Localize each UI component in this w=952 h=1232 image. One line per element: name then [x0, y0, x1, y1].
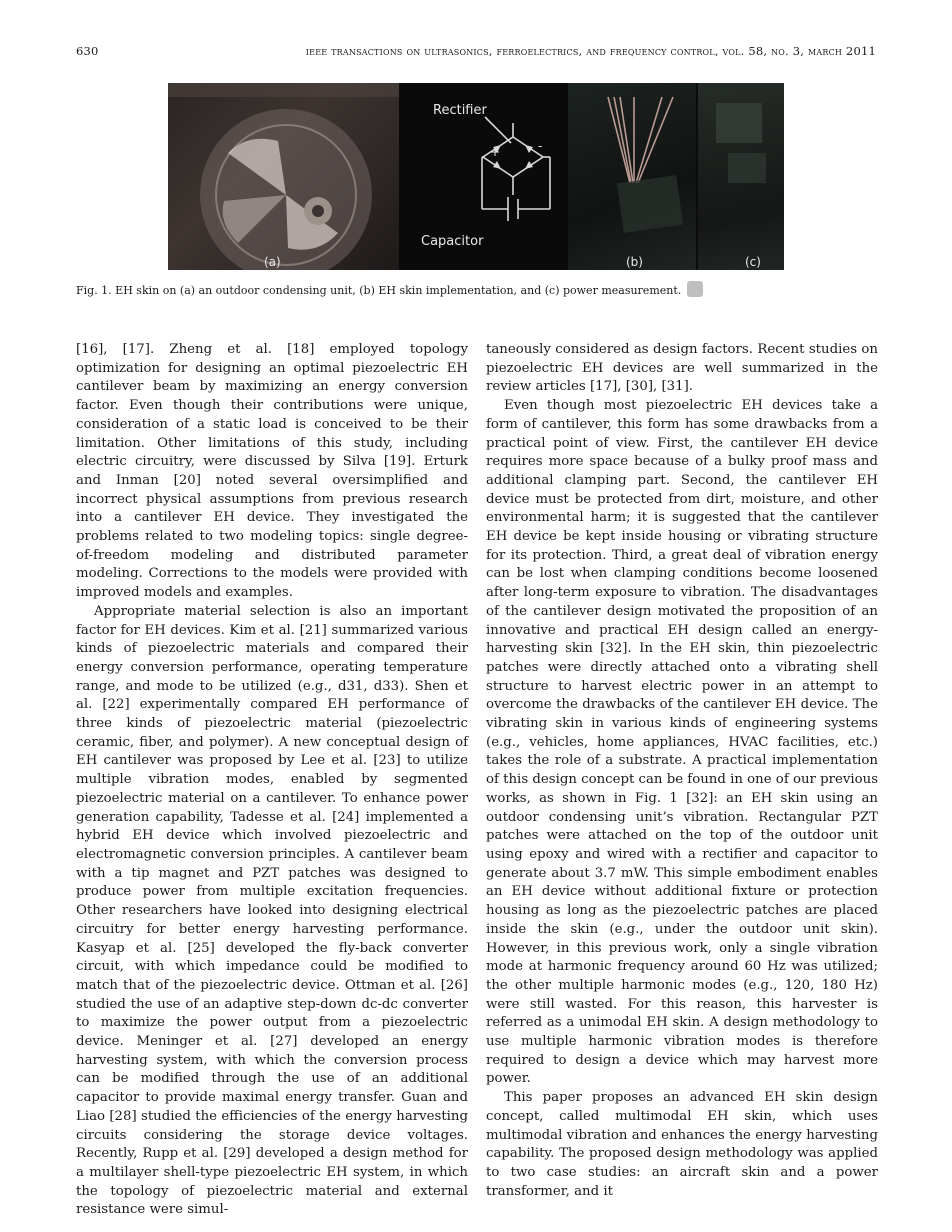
- label-minus: -: [538, 139, 543, 153]
- label-rectifier: Rectifier: [433, 103, 487, 118]
- panel-label-a: (a): [264, 255, 281, 269]
- panel-label-c: (c): [745, 255, 761, 269]
- left-column: [76, 341, 468, 1220]
- right-column: [486, 341, 878, 1201]
- paragraph: This paper proposes an advanced EH skin design concept, called multimodal EH skin, which uses multimodal vibration and enhances the energy harvesting capability. The proposed design methodology was applied to two case studies: an aircraft skin and a power transformer, and it: [486, 1090, 878, 1199]
- label-plus: +: [490, 145, 501, 159]
- page-number: 630: [76, 44, 99, 58]
- figure-1: [168, 83, 784, 270]
- annotation-icon[interactable]: [687, 281, 703, 297]
- paragraph: taneously considered as design factors. Recent studies on piezoelectric EH devices are well summarized in the review articles [17], [30], [31].: [486, 342, 878, 395]
- label-capacitor: Capacitor: [421, 234, 484, 249]
- running-header: [76, 44, 876, 64]
- paragraph: Appropriate material selection is also an important factor for EH devices. Kim et al. [21] summarized various kinds of piezoelectric materials and compared their energy conversion performance, operating temperature range, and mode to be utilized (e.g., d31, d33). Shen et al. [22] experimentally compared EH performance of three kinds of piezoelectric material (piezoelectric ceramic, fiber, and polymer). A new conceptual design of EH cantilever was proposed by Lee et al. [23] to utilize multiple vibration modes, enabled by segmented piezoelectric material on a cantilever. To enhance power generation capability, Tadesse et al. [24] implemented a hybrid EH device which involved piezoelectric and electromagnetic conversion principles. A cantilever beam with a tip magnet and PZT patches was designed to produce power from multiple excitation frequencies. Other researchers have looked into designing electrical circuitry for better energy harvesting performance. Kasyap et al. [25] developed the fly-back converter circuit, with which impedance could be modified to match that of the piezoelectric device. Ottman et al. [26] studied the use of an adaptive step-down dc-dc converter to maximize the power output from a piezoelectric device. Meninger et al. [27] developed an energy harvesting system, with which the conversion process can be modified through the use of an additional capacitor to provide maximal energy transfer. Guan and Liao [28] studied the efficiencies of the energy harvesting circuits considering the storage device voltages. Recently, Rupp et al. [29] developed a design method for a multilayer shell-type piezoelectric EH system, in which the topology of piezoelectric material and external resistance were simul-: [76, 603, 468, 1218]
- panel-label-b: (b): [626, 255, 643, 269]
- journal-title: ieee transactions on ultrasonics, ferroelectrics, and frequency control, vol. 58, no. 3, march 2011: [305, 44, 876, 58]
- paragraph: [16], [17]. Zheng et al. [18] employed topology optimization for designing an optimal piezoelectric EH cantilever beam by maximizing an energy conversion factor. Even though their contributions were unique, consideration of a static load is conceived to be their limitation. Other limitations of this study, including electric circuitry, were discussed by Silva [19]. Erturk and Inman [20] noted several oversimplified and incorrect physical assumptions from previous research into a cantilever EH device. They investigated the problems related to two modeling topics: single degree-of-freedom modeling and distributed parameter modeling. Corrections to the models were provided with improved models and examples.: [76, 342, 468, 601]
- caption-text: Fig. 1. EH skin on (a) an outdoor condensing unit, (b) EH skin implementation, and (c) power measurement.: [76, 284, 682, 297]
- paragraph: Even though most piezoelectric EH devices take a form of cantilever, this form has some drawbacks from a practical point of view. First, the cantilever EH device requires more space because of a bulky proof mass and additional clamping part. Second, the cantilever EH device must be protected from dirt, moisture, and other environmental harm; it is suggested that the cantilever EH device be kept inside housing or vibrating structure for its protection. Third, a great deal of vibration energy can be lost when clamping conditions become loosened after long-term exposure to vibration. The disadvantages of the cantilever design motivated the proposition of an innovative and practical EH design called an energy-harvesting skin [32]. In the EH skin, thin piezoelectric patches were directly attached onto a vibrating shell structure to harvest electric power in an attempt to overcome the drawbacks of the cantilever EH device. The vibrating skin in various kinds of engineering systems (e.g., vehicles, home appliances, HVAC facilities, etc.) takes the role of a substrate. A practical implementation of this design concept can be found in one of our previous works, as shown in Fig. 1 [32]: an EH skin using an outdoor condensing unit’s vibration. Rectangular PZT patches were attached on the top of the outdoor unit using epoxy and wired with a rectifier and capacitor to generate about 3.7 mW. This simple embodiment enables an EH device without additional fixture or protection housing as long as the piezoelectric patches are placed inside the skin (e.g., under the outdoor unit skin). However, in this previous work, only a single vibration mode at harmonic frequency around 60 Hz was utilized; the other multiple harmonic modes (e.g., 120, 180 Hz) were still wasted. For this reason, this harvester is referred as a unimodal EH skin. A design methodology to use multiple harmonic vibration modes is therefore required to design a device which may harvest more power.: [486, 398, 879, 1087]
- figure-caption: [76, 283, 716, 299]
